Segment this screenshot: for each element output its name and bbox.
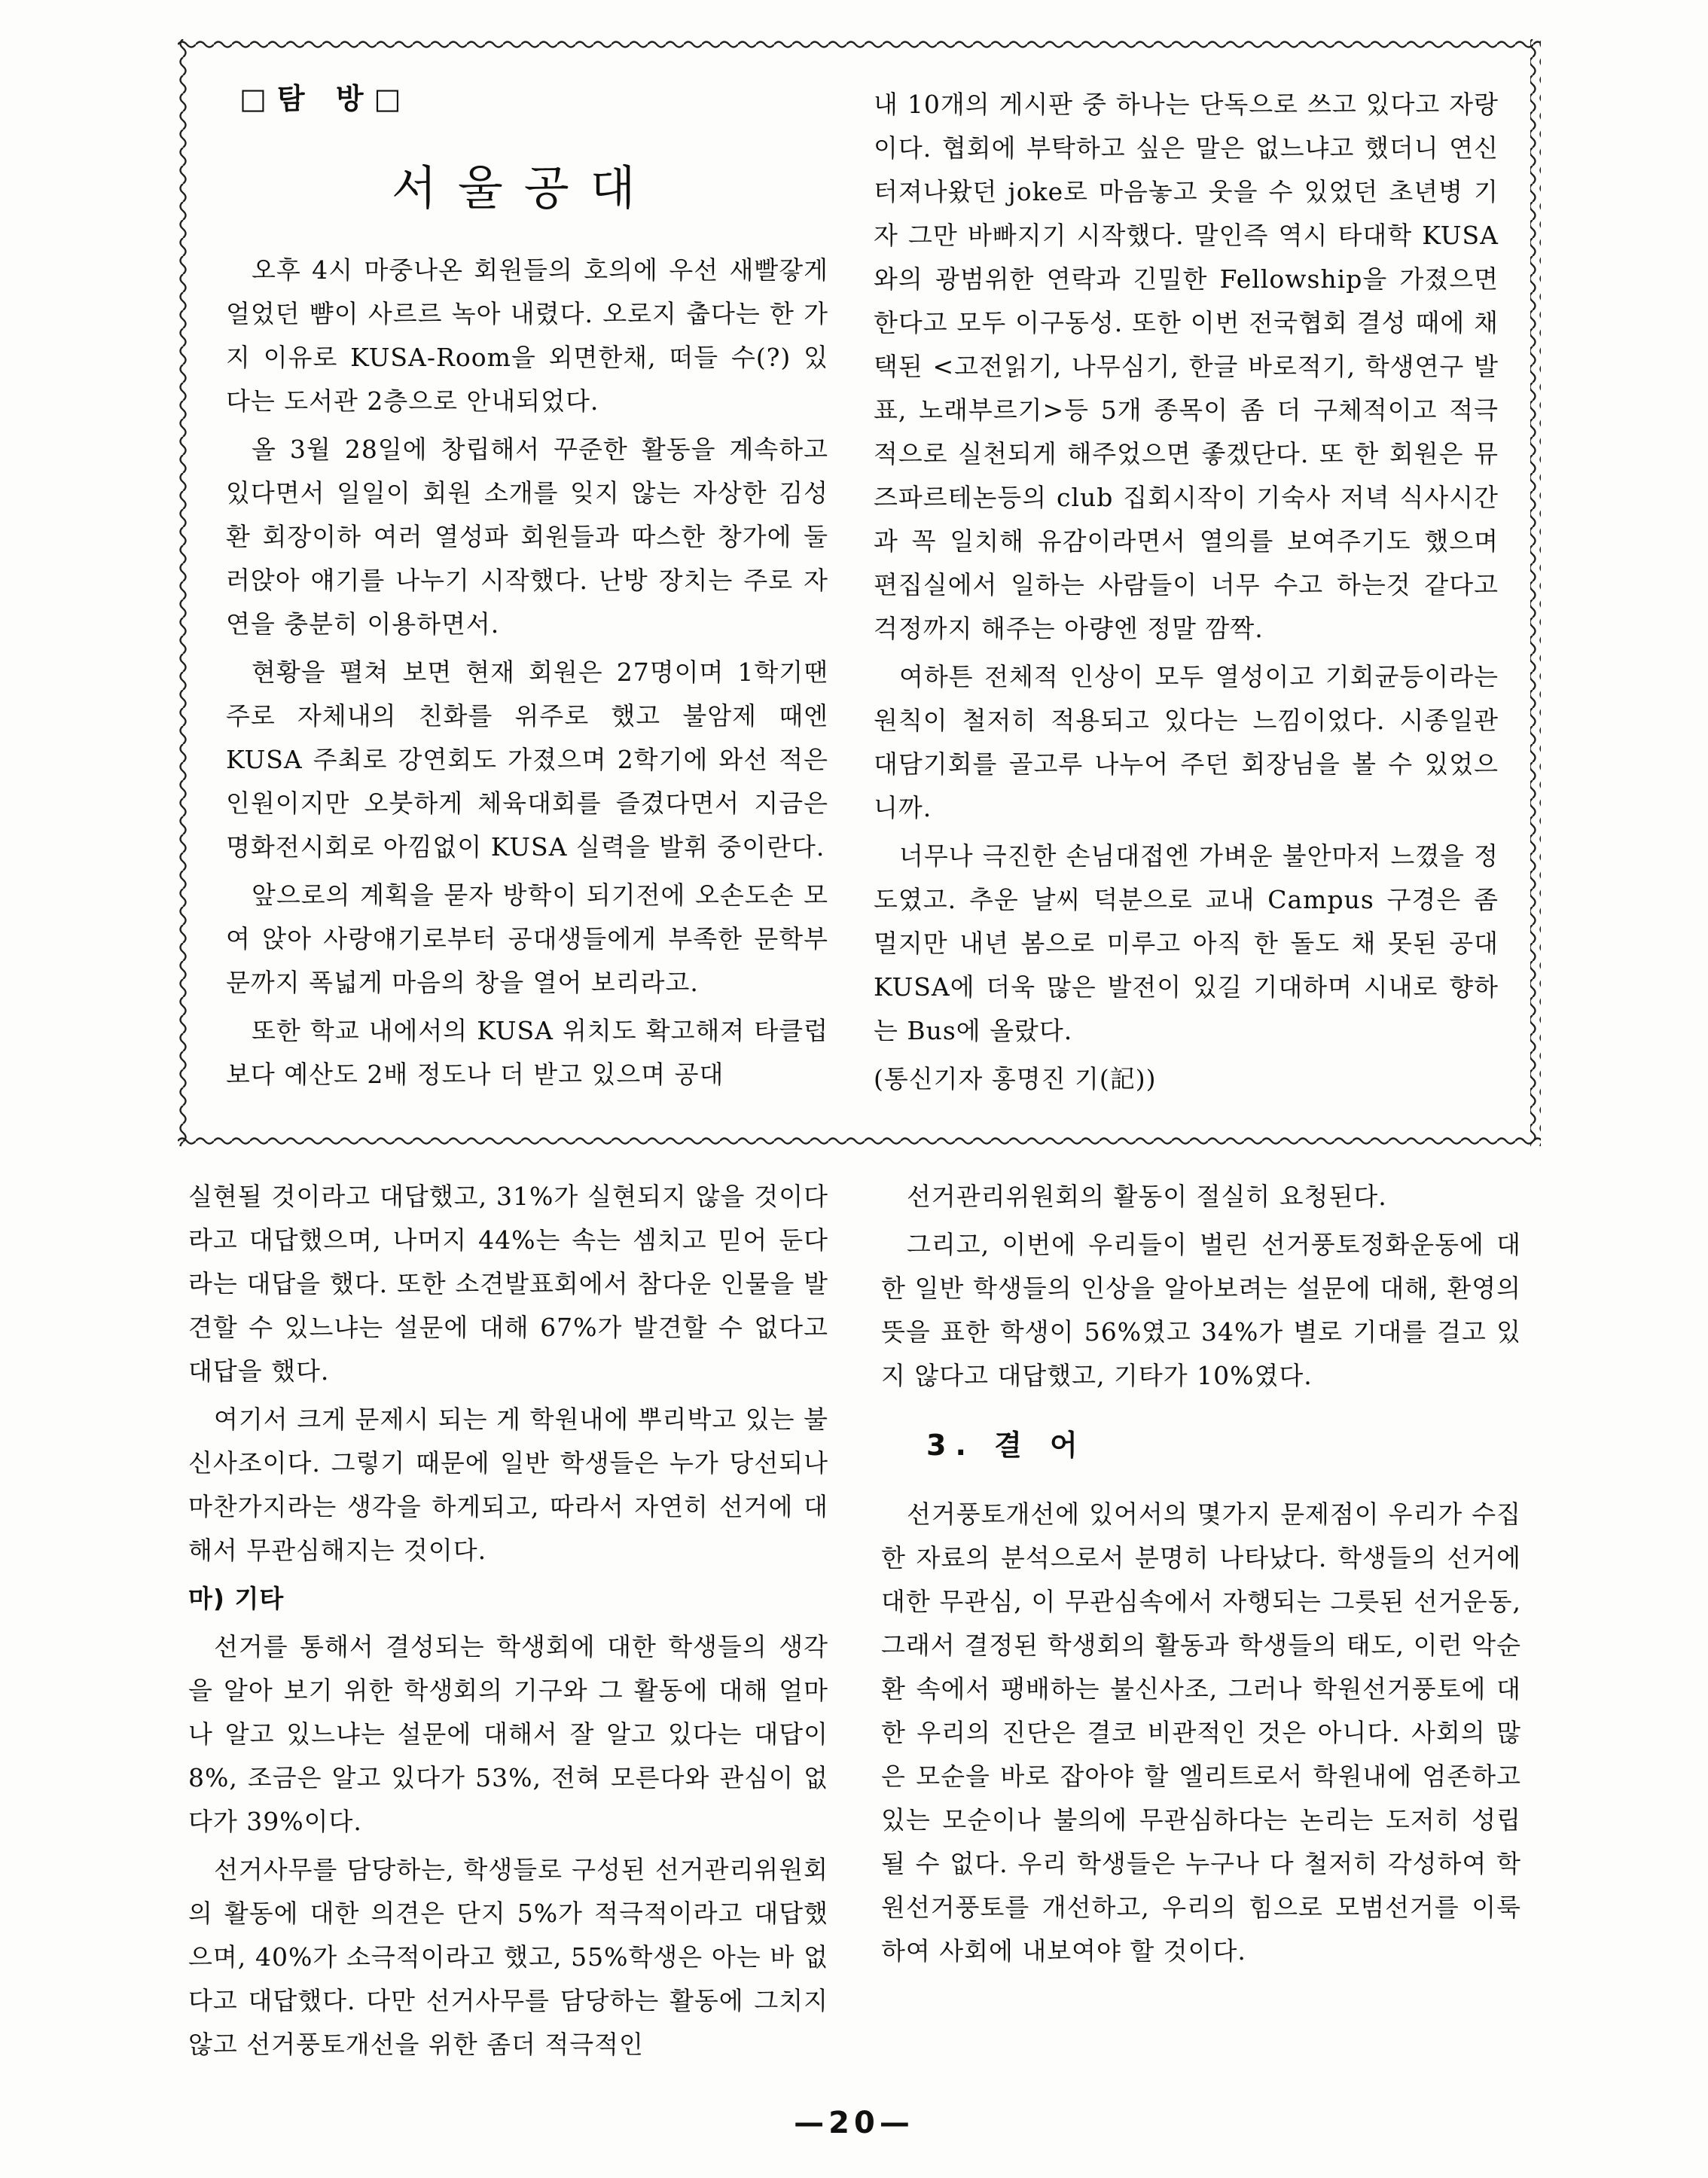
article-paragraph: 선거풍토개선에 있어서의 몇가지 문제점이 우리가 수집한 자료의 분석으로서 분명히 나타났다. 학생들의 선거에 대한 무관심, 이 무관심속에서 자행되는 그릇된 선거운동, 그래서 결정된 학생회의 활동과 학생들의 태도, 이런 악순환 속에서 팽배하는 불신사조, 그러나 학원선거풍토에 대한 우리의 진단은 결코 비관적인 것은 아니다. 사회의 많은 모순을 바로 잡아야 할 엘리트로서 학원내에 엄존하고 있는 모순이나 불의에 무관심하다는 논리는 도저히 성립될 수 없다. 우리 학생들은 누구나 다 철저히 각성하여 학원선거풍토를 개선하고, 우리의 힘으로 모범선거를 이룩하여 사회에 내보여야 할 것이다. xyxy=(881,1499,1521,1966)
feature-paragraph: 앞으로의 계획을 묻자 방학이 되기전에 오손도손 모여 앉아 사랑얘기로부터 공대생들에게 부족한 문학부문까지 폭넓게 마음의 창을 열어 보리라고. xyxy=(226,880,828,997)
subsection-heading: 마) 기타 xyxy=(188,1584,285,1613)
byline: (통신기자 홍명진 기(記)) xyxy=(874,1064,1157,1094)
feature-paragraph: 오후 4시 마중나온 회원들의 호의에 우선 새빨갛게 얼었던 뺨이 사르르 녹아 내렸다. 오로지 춥다는 한 가지 이유로 KUSA-Room을 외면한채, 떠들 수(?) 있다는 도서관 2층으로 안내되었다. xyxy=(226,255,828,416)
feature-left-column xyxy=(226,249,828,1101)
feature-paragraph: 현황을 펼쳐 보면 현재 회원은 27명이며 1학기땐 주로 자체내의 친화를 위주로 했고 불암제 때엔 KUSA 주최로 강연회도 가졌으며 2학기에 와선 적은 인원이지만 오붓하게 체육대회를 즐겼다면서 지금은 명화전시회로 아낌없이 KUSA 실력을 발휘 중이란다. xyxy=(226,657,828,862)
section-label: □탐 방□ xyxy=(239,82,412,115)
page-number: —20— xyxy=(794,2106,914,2140)
article-left-column xyxy=(188,1175,828,2071)
article-right-column xyxy=(881,1175,1521,1978)
feature-right-column xyxy=(874,83,1499,1106)
article-paragraph: 선거관리위원회의 활동이 절실히 요청된다. xyxy=(907,1182,1387,1211)
feature-paragraph: 너무나 극진한 손님대접엔 가벼운 불안마저 느꼈을 정도였고. 추운 날씨 덕분으로 교내 Campus 구경은 좀 멀지만 내년 봄으로 미루고 아직 한 돌도 채 못된 공대 KUSA에 더욱 많은 발전이 있길 기대하며 시내로 향하는 Bus에 올랐다. xyxy=(874,841,1499,1045)
article-paragraph: 실현될 것이라고 대답했고, 31%가 실현되지 않을 것이다라고 대답했으며, 나머지 44%는 속는 셈치고 믿어 둔다라는 대답을 했다. 또한 소견발표회에서 참다운 인물을 발견할 수 있느냐는 설문에 대해 67%가 발견할 수 없다고 대답을 했다. xyxy=(188,1182,828,1386)
article-paragraph: 여기서 크게 문제시 되는 게 학원내에 뿌리박고 있는 불신사조이다. 그렇기 때문에 일반 학생들은 누가 당선되나 마찬가지라는 생각을 하게되고, 따라서 자연히 선거에 대해서 무관심해지는 것이다. xyxy=(188,1405,828,1565)
feature-paragraph: 또한 학교 내에서의 KUSA 위치도 확고해져 타클럽보다 예산도 2배 정도나 더 받고 있으며 공대 xyxy=(226,1016,828,1089)
feature-paragraph: 내 10개의 게시판 중 하나는 단독으로 쓰고 있다고 자랑이다. 협회에 부탁하고 싶은 말은 없느냐고 했더니 연신 터져나왔던 joke로 마음놓고 웃을 수 있었던 초년병 기자 그만 바빠지기 시작했다. 말인즉 역시 타대학 KUSA와의 광범위한 연락과 긴밀한 Fellowship을 가졌으면 한다고 모두 이구동성. 또한 이번 전국협회 결성 때에 채택된 <고전읽기, 나무심기, 한글 바로적기, 학생연구 발표, 노래부르기>등 5개 종목이 좀 더 구체적이고 적극적으로 실천되게 해주었으면 좋겠단다. 또 한 회원은 뮤즈파르테논등의 club 집회시작이 기숙사 저녁 식사시간과 꼭 일치해 유감이라면서 열의를 보여주기도 했으며 편집실에서 일하는 사람들이 너무 수고 하는것 같다고 걱정까지 해주는 아량엔 정말 깜짝. xyxy=(874,90,1499,643)
feature-paragraph: 올 3월 28일에 창립해서 꾸준한 활동을 계속하고 있다면서 일일이 회원 소개를 잊지 않는 자상한 김성환 회장이하 여러 열성파 회원들과 따스한 창가에 둘러앉아 얘기를 나누기 시작했다. 난방 장치는 주로 자연을 충분히 이용하면서. xyxy=(226,435,828,639)
feature-paragraph: 여하튼 전체적 인상이 모두 열성이고 기회균등이라는 원칙이 철저히 적용되고 있다는 느낌이었다. 시종일관 대담기회를 골고루 나누어 주던 회장님을 볼 수 있었으니까. xyxy=(874,662,1499,822)
article-paragraph: 선거를 통해서 결성되는 학생회에 대한 학생들의 생각을 알아 보기 위한 학생회의 기구와 그 활동에 대해 얼마나 알고 있느냐는 설문에 대해서 잘 알고 있다는 대답이 8%, 조금은 알고 있다가 53%, 전혀 모른다와 관심이 없다가 39%이다. xyxy=(188,1632,828,1836)
article-paragraph: 선거사무를 담당하는, 학생들로 구성된 선거관리위원회의 활동에 대한 의견은 단지 5%가 적극적이라고 대답했으며, 40%가 소극적이라고 했고, 55%학생은 아는 바 없다고 대답했다. 다만 선거사무를 담당하는 활동에 그치지 않고 선거풍토개선을 위한 좀더 적극적인 xyxy=(188,1855,828,2059)
feature-title: 서울공대 xyxy=(392,160,657,215)
section-heading: 3. 결 어 xyxy=(926,1429,1087,1462)
article-paragraph: 그리고, 이번에 우리들이 벌린 선거풍토정화운동에 대한 일반 학생들의 인상을 알아보려는 설문에 대해, 환영의 뜻을 표한 학생이 56%였고 34%가 별로 기대를 걸고 있지 않다고 대답했고, 기타가 10%였다. xyxy=(881,1230,1521,1390)
